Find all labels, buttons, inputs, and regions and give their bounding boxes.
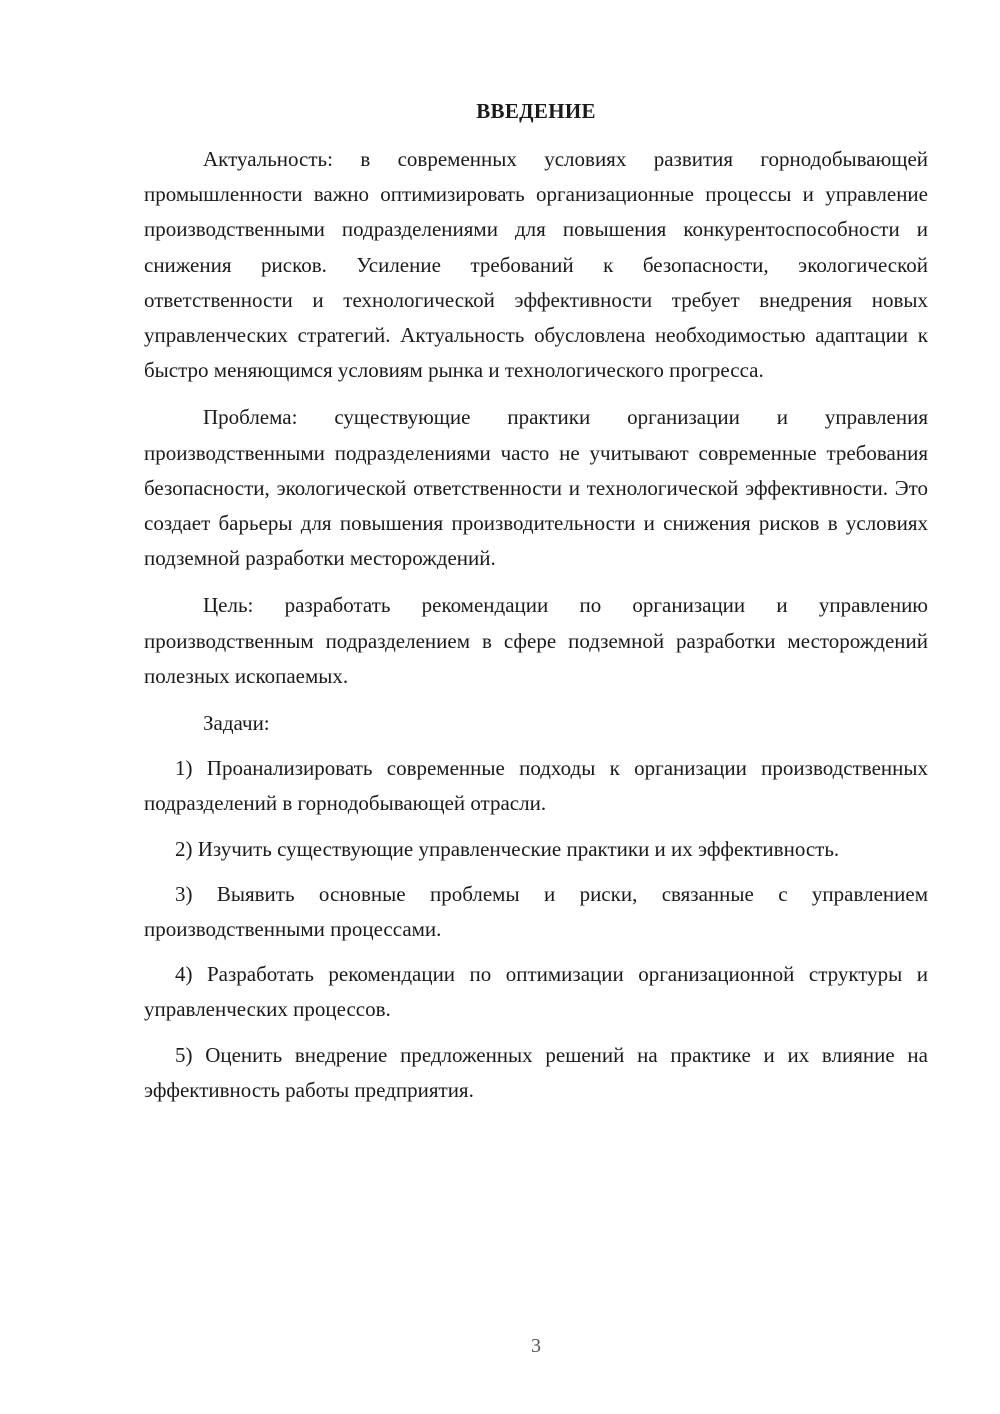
task-item: 1) Проанализировать современные подходы к организации производственных подразделений в горнодобывающей отрасли. [144, 756, 928, 816]
paragraph-problem: Проблема: существующие практики организации и управления производственными подразделениями часто не учитывают современные требования безопасности, экологической ответственности и технологической эффективности. Это создает барьеры для повышения производительности и снижения рисков в условиях подземной разработки месторождений. [144, 405, 928, 571]
paragraph-relevance: Актуальность: в современных условиях развития горнодобывающей промышленности важно оптимизировать организационные процессы и управление производственными подразделениями для повышения конкурентоспособности и снижения рисков. Усиление требований к безопасности, экологической ответственности и технологической эффективности требует внедрения новых управленческих стратегий. Актуальность обусловлена необходимостью адаптации к быстро меняющимся условиям рынка и технологического прогресса. [144, 147, 928, 383]
paragraph-goal: Цель: разработать рекомендации по организации и управлению производственным подразделением в сфере подземной разработки месторождений полезных ископаемых. [144, 593, 928, 688]
task-item: 5) Оценить внедрение предложенных решений на практике и их влияние на эффективность работы предприятия. [144, 1042, 928, 1102]
tasks-label: Задачи: [203, 711, 270, 736]
task-item: 4) Разработать рекомендации по оптимизации организационной структуры и управленческих процессов. [144, 962, 928, 1022]
task-item: 2) Изучить существующие управленческие практики и их эффективность. [175, 836, 840, 861]
section-heading: ВВЕДЕНИЕ [476, 99, 596, 123]
page-number: 3 [531, 1335, 541, 1357]
task-item: 3) Выявить основные проблемы и риски, связанные с управлением производственными процессами. [144, 881, 928, 942]
body-text [144, 142, 928, 1118]
